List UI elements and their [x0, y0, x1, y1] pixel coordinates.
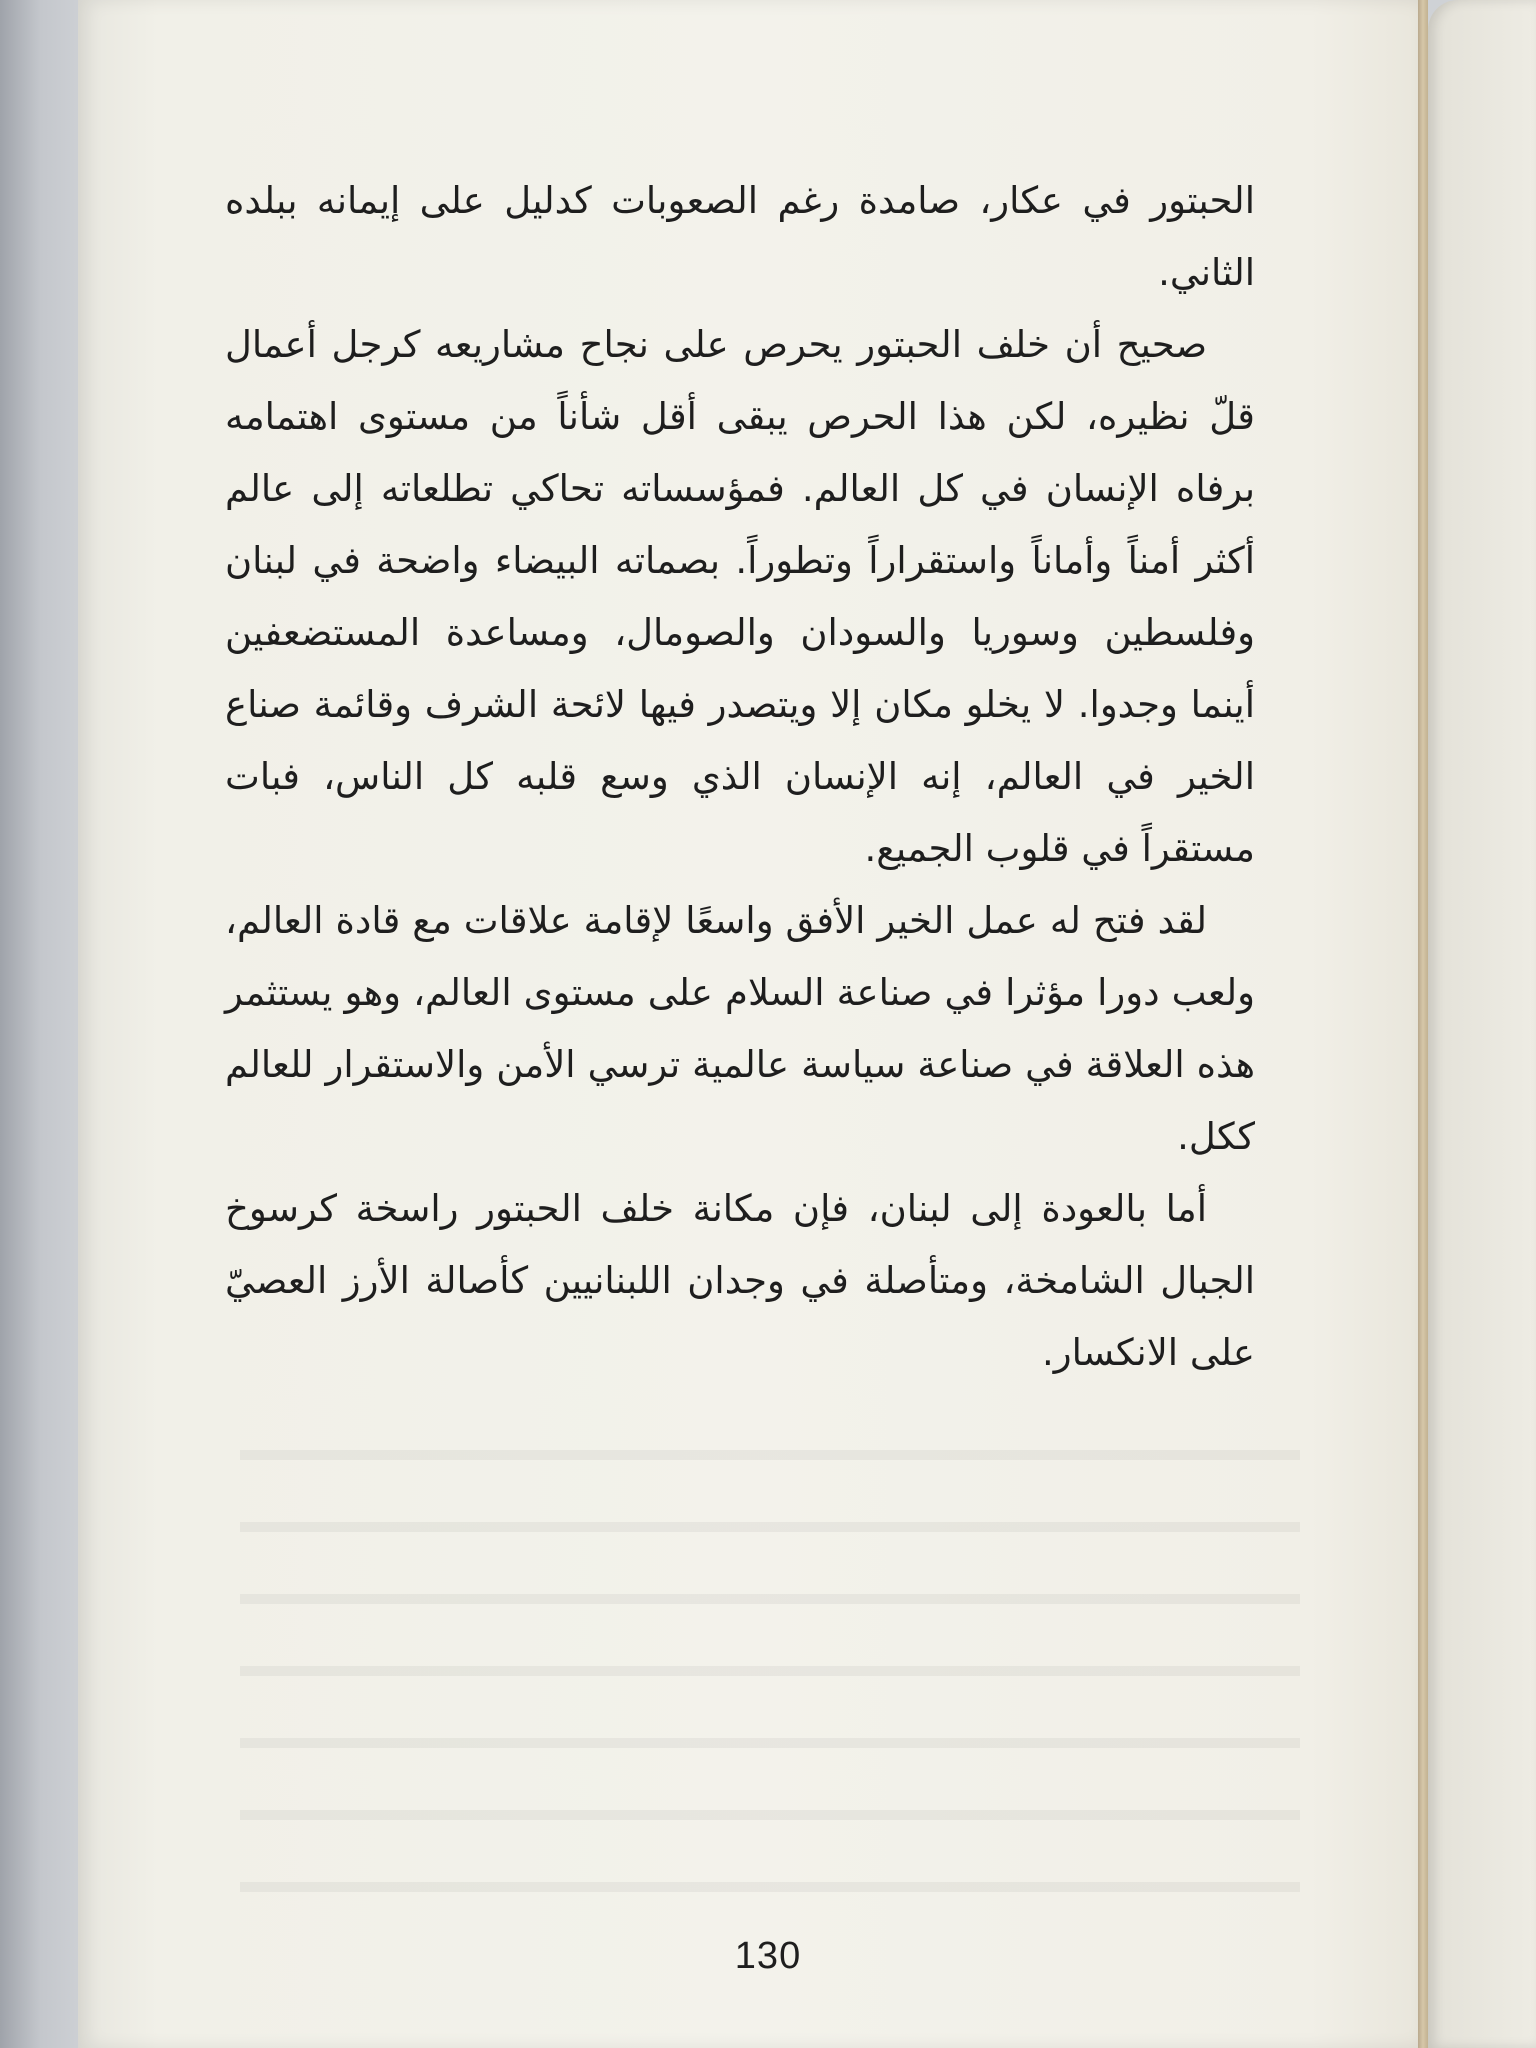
page-edge: [1418, 0, 1428, 2048]
show-through-text: [240, 1420, 1300, 1900]
paragraph-2: صحيح أن خلف الحبتور يحرص على نجاح مشاريعه كرجل أعمال قلّ نظيره، لكن هذا الحرص يبقى أقل شأناً من مستوى اهتمامه برفاه الإنسان في كل العالم. فمؤسساته تحاكي تطلعاته إلى عالم أكثر أمناً وأماناً واستقراراً وتطوراً. بصماته البيضاء واضحة في لبنان وفلسطين وسوريا والسودان والصومال، ومساعدة المستضعفين أينما وجدوا. لا يخلو مكان إلا ويتصدر فيها لائحة الشرف وقائمة صناع الخير في العالم، إنه الإنسان الذي وسع قلبه كل الناس، فبات مستقراً في قلوب الجميع.: [225, 323, 1255, 870]
paragraph-3: لقد فتح له عمل الخير الأفق واسعًا لإقامة علاقات مع قادة العالم، ولعب دورا مؤثرا في صناعة السلام على مستوى العالم، وهو يستثمر هذه العلاقة في صناعة سياسة عالمية ترسي الأمن والاستقرار للعالم ككل.: [225, 899, 1255, 1158]
adjacent-page: [1428, 0, 1536, 2048]
book-spine-shadow: [0, 0, 90, 2048]
body-text: [225, 165, 1255, 1389]
paragraph-1: الحبتور في عكار، صامدة رغم الصعوبات كدليل على إيمانه ببلده الثاني.: [225, 179, 1255, 294]
page-number: 130: [734, 1935, 802, 1977]
paragraph-4: أما بالعودة إلى لبنان، فإن مكانة خلف الحبتور راسخة كرسوخ الجبال الشامخة، ومتأصلة في وجدان اللبنانيين كأصالة الأرز العصيّ على الانكسار.: [225, 1187, 1255, 1374]
